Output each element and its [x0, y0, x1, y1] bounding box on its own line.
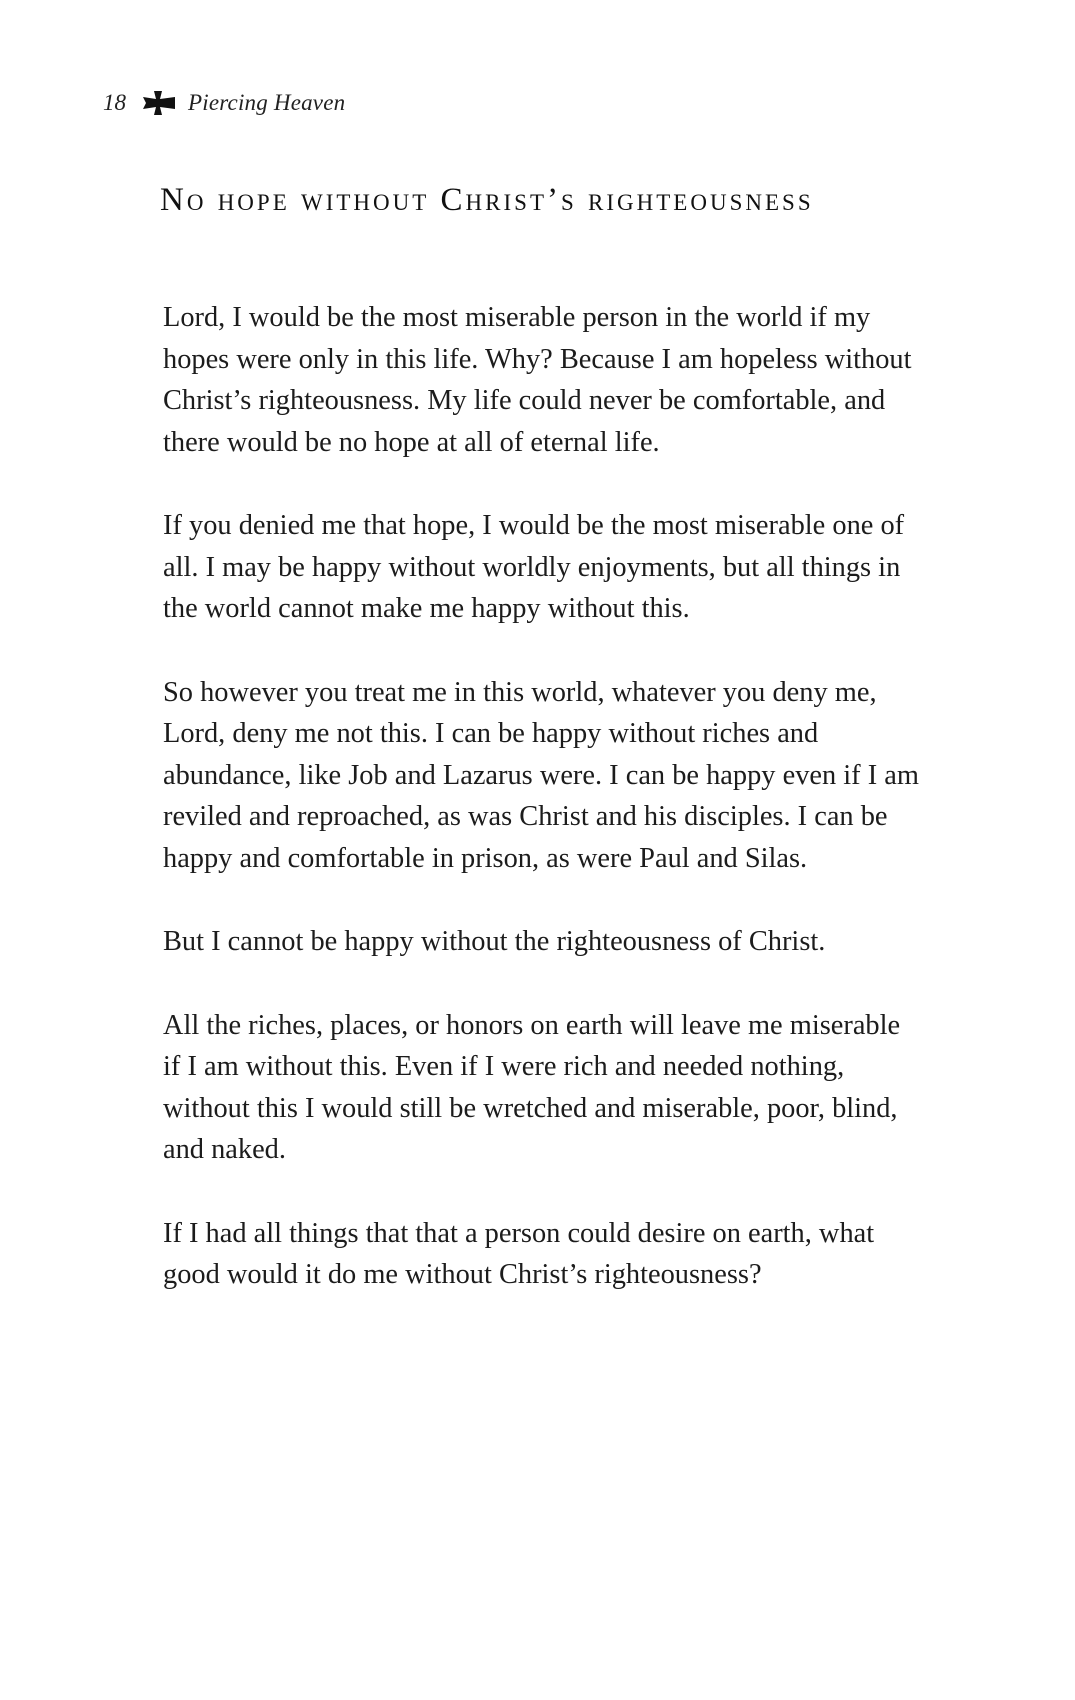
- running-head: [103, 86, 345, 120]
- body-text: [163, 297, 923, 1338]
- paragraph: If I had all things that that a person could desire on earth, what good would it do me without Christ’s righteousness?: [163, 1217, 875, 1290]
- paragraph: But I cannot be happy without the righteousness of Christ.: [163, 926, 826, 957]
- chapter-heading: No hope without Christ’s righteousness: [160, 182, 814, 218]
- paragraph: All the riches, places, or honors on earth will leave me miserable if I am without this. Even if I were rich and needed nothing, without this I would still be wretched and miserable, poor, blind, and naked.: [163, 1009, 901, 1165]
- paragraph: Lord, I would be the most miserable person in the world if my hopes were only in this life. Why? Because I am hopeless without Christ’s righteousness. My life could never be comfortable, and there would be no hope at all of eternal life.: [163, 302, 912, 458]
- cross-pattee-icon: [142, 90, 176, 116]
- paragraph: If you denied me that hope, I would be the most miserable one of all. I may be happy without worldly enjoyments, but all things in the world cannot make me happy without this.: [163, 510, 905, 624]
- book-title: Piercing Heaven: [188, 90, 346, 115]
- page-number: 18: [103, 90, 126, 115]
- paragraph: So however you treat me in this world, whatever you deny me, Lord, deny me not this. I can be happy without riches and abundance, like Job and Lazarus were. I can be happy even if I am reviled and reproached, as was Christ and his disciples. I can be happy and comfortable in prison, as were Paul and Silas.: [163, 676, 919, 874]
